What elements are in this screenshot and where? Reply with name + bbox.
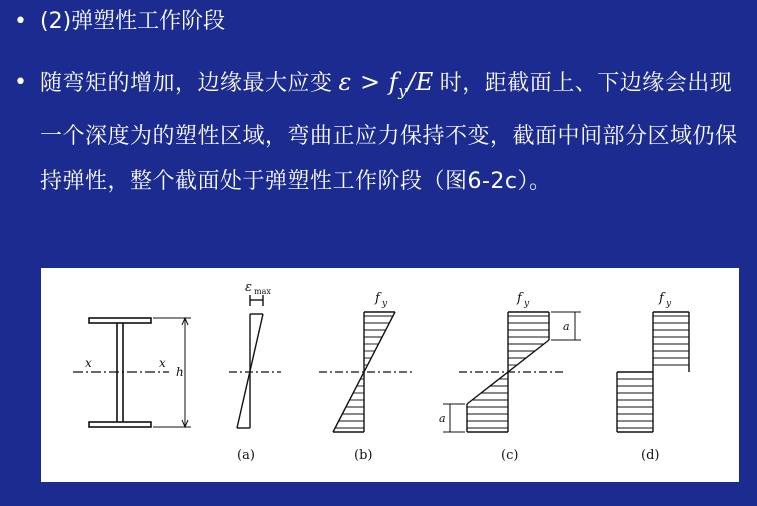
paragraph-part-2: 时，距截面上、下边缘会出现一个深度为的塑性区域，弯曲正应力保持不变，截面中间部分区域仍保持弹性，整个截面处于弹塑性工作阶段（图6-2c）。 — [40, 71, 738, 194]
caption-c: (c) — [501, 448, 519, 463]
stress-label-c: f — [517, 291, 522, 306]
caption-a: (a) — [237, 448, 255, 463]
svg-text:y: y — [382, 299, 388, 309]
bullet-heading — [14, 4, 225, 40]
depth-label-top: a — [563, 320, 570, 333]
strain-formula: $\varepsilon > f_y/E$ — [338, 68, 434, 100]
svg-text:y: y — [524, 299, 530, 309]
strain-sub: max — [254, 287, 271, 296]
stress-diagram — [41, 268, 739, 482]
paragraph-text — [40, 60, 740, 204]
axis-label-x-left: x — [85, 356, 92, 370]
bottom-flange — [89, 422, 151, 427]
stress-label-d: f — [659, 291, 664, 306]
bullet-dot: • — [14, 70, 27, 95]
top-flange — [89, 318, 151, 323]
section-heading: (2)弹塑性工作阶段 — [40, 9, 226, 34]
strain-label: ε — [245, 280, 252, 295]
height-label: h — [176, 365, 184, 379]
caption-b: (b) — [354, 448, 373, 463]
paragraph-part-1: 随弯矩的增加，边缘最大应变 — [40, 71, 333, 96]
figure-6-2 — [41, 268, 739, 482]
strain-diagram-a — [237, 295, 263, 428]
bullet-paragraph — [14, 60, 740, 204]
caption-d: (d) — [641, 448, 660, 463]
depth-label-bottom: a — [439, 412, 446, 425]
axis-label-x-right: x — [159, 356, 166, 370]
bullet-dot: • — [14, 9, 27, 34]
stress-label-b: f — [375, 291, 380, 306]
svg-text:y: y — [666, 299, 672, 309]
